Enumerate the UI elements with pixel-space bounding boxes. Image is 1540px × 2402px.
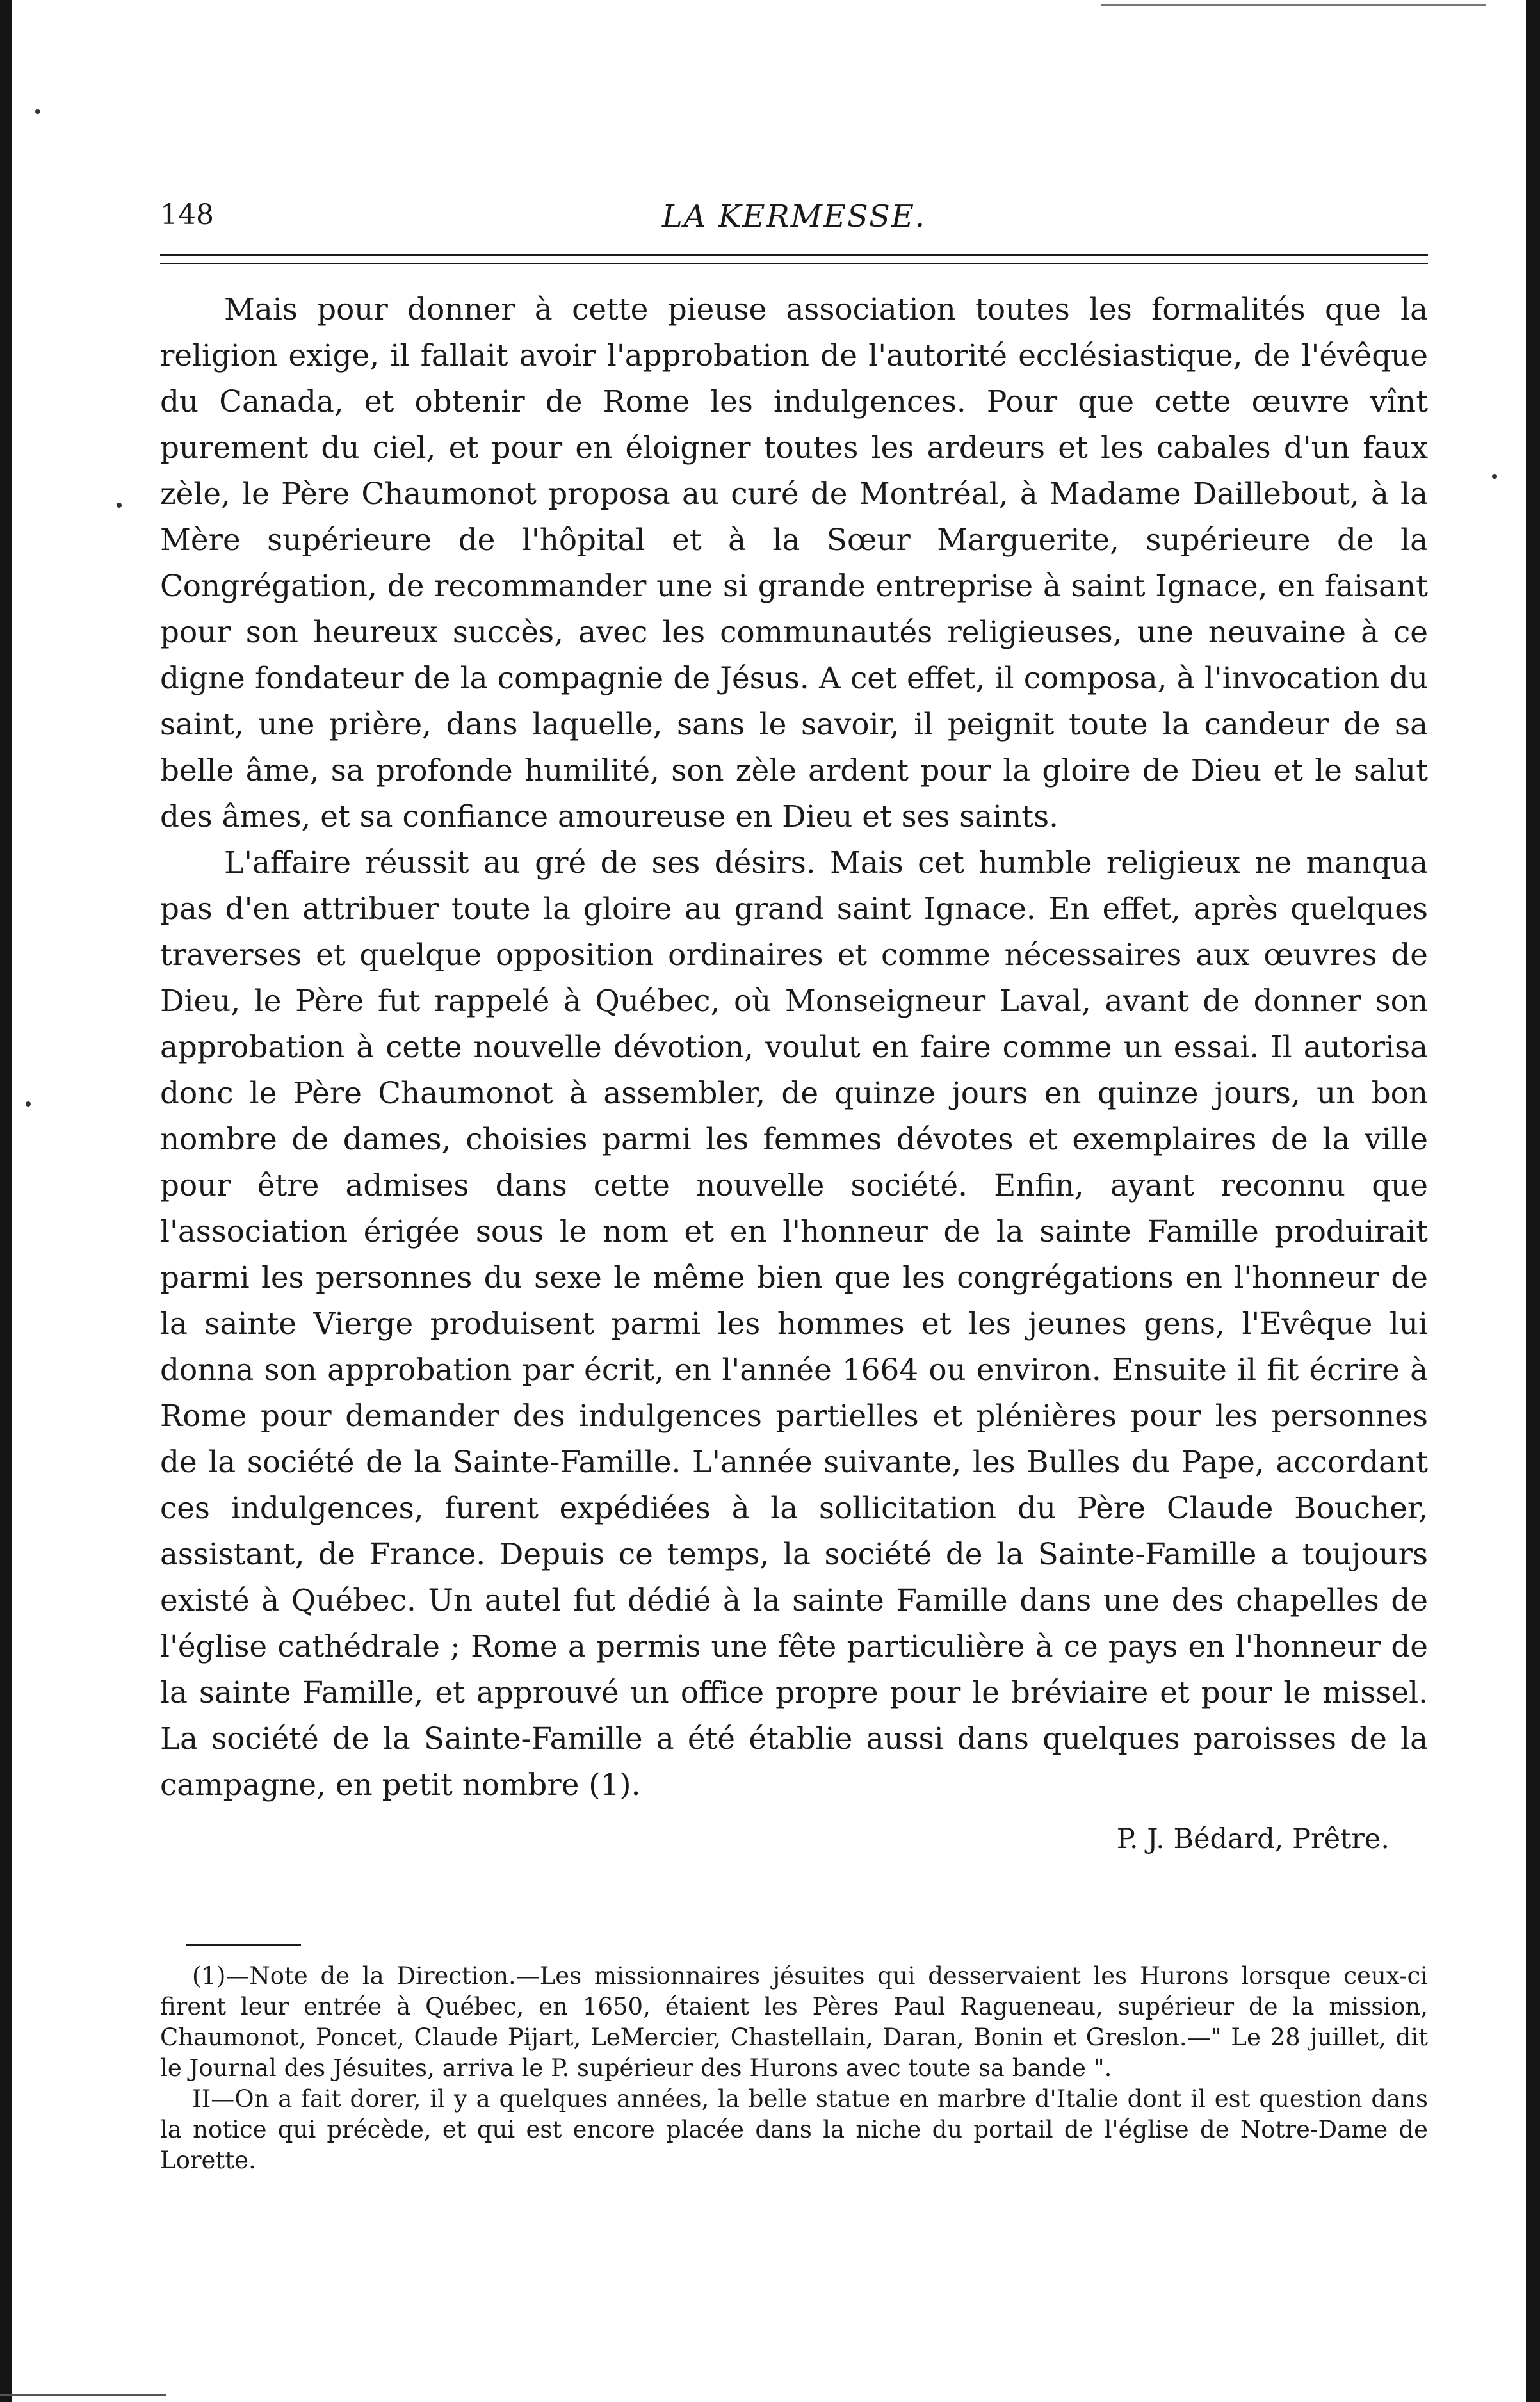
scan-speck — [117, 503, 122, 508]
page-header — [160, 192, 1428, 243]
header-rule-thin — [160, 263, 1428, 264]
scan-right-edge — [1526, 0, 1540, 2402]
article-body — [160, 287, 1428, 1862]
scan-speck — [26, 1101, 31, 1107]
scan-bottom-mark — [0, 2394, 166, 2396]
footnote: II—On a fait dorer, il y a quelques années, la belle statue en marbre d'Italie dont il est question dans la notice qui précède, et qui est encore placée dans la niche du portail de l'église de Notre-Dame de Lorette. — [160, 2085, 1428, 2174]
footnote: (1)—Note de la Direction.—Les missionnaires jésuites qui desservaient les Hurons lorsque ceux-ci firent leur entrée à Québec, en 1650, étaient les Pères Paul Ragueneau, supérieur de la mission, Chaumonot, Poncet, Claude Pijart, LeMercier, Chastellain, Daran, Bonin et Greslon.—" Le 28 juillet, dit le Journal des Jésuites, arriva le P. supérieur des Hurons avec toute sa bande ". — [160, 1962, 1428, 2082]
scan-speck — [35, 109, 40, 114]
author-signature: P. J. Bédard, Prêtre. — [1116, 1823, 1390, 1855]
running-title: LA KERMESSE. — [661, 199, 927, 234]
paragraph: L'affaire réussit au gré de ses désirs. Mais cet humble religieux ne manqua pas d'en attribuer toute la gloire au grand saint Ignace. En effet, après quelques traverses et quelque opposition ordinaires et comme nécessaires aux œuvres de Dieu, le Père fut rappelé à Québec, où Monseigneur Laval, avant de donner son approbation à cette nouvelle dévotion, voulut en faire comme un essai. Il autorisa donc le Père Chaumonot à assembler, de quinze jours en quinze jours, un bon nombre de dames, choisies parmi les femmes dévotes et exemplaires de la ville pour être admises dans cette nouvelle société. Enfin, ayant reconnu que l'association érigée sous le nom et en l'honneur de la sainte Famille produirait parmi les personnes du sexe le même bien que les congrégations en l'honneur de la sainte Vierge produisent parmi les hommes et les jeunes gens, l'Evêque lui donna son approbation par écrit, en l'année 1664 ou environ. Ensuite il fit écrire à Rome pour demander des indulgences partielles et plénières pour les personnes de la société de la Sainte-Famille. L'année suivante, les Bulles du Pape, accordant ces indulgences, furent expédiées à la sollicitation du Père Claude Boucher, assistant, de France. Depuis ce temps, la société de la Sainte-Famille a toujours existé à Québec. Un autel fut dédié à la sainte Famille dans une des chapelles de l'église cathédrale ; Rome a permis une fête particulière à ce pays en l'honneur de la sainte Famille, et approuvé un office propre pour le bréviaire et pour le missel. La société de la Sainte-Famille a été établie aussi dans quelques paroisses de la campagne, en petit nombre (1). — [160, 846, 1428, 1803]
paragraph: Mais pour donner à cette pieuse association toutes les formalités que la religion exige, il fallait avoir l'approbation de l'autorité ecclésiastique, de l'évêque du Canada, et obtenir de Rome les indulgences. Pour que cette œuvre vînt purement du ciel, et pour en éloigner toutes les ardeurs et les cabales d'un faux zèle, le Père Chaumonot proposa au curé de Montréal, à Madame Daillebout, à la Mère supérieure de l'hôpital et à la Sœur Marguerite, supérieure de la Congrégation, de recommander une si grande entreprise à saint Ignace, en faisant pour son heureux succès, avec les communautés religieuses, une neuvaine à ce digne fondateur de la compagnie de Jésus. A cet effet, il composa, à l'invocation du saint, une prière, dans laquelle, sans le savoir, il peignit toute la candeur de sa belle âme, sa profonde humilité, son zèle ardent pour la gloire de Dieu et le salut des âmes, et sa confiance amoureuse en Dieu et ses saints. — [160, 293, 1428, 834]
scan-left-edge — [0, 0, 12, 2402]
scan-top-mark — [1101, 4, 1486, 6]
footnotes — [160, 1961, 1428, 2176]
footnote-divider — [186, 1944, 301, 1946]
header-rule — [160, 254, 1428, 256]
page-number: 148 — [160, 199, 214, 231]
scan-speck — [1492, 474, 1497, 479]
